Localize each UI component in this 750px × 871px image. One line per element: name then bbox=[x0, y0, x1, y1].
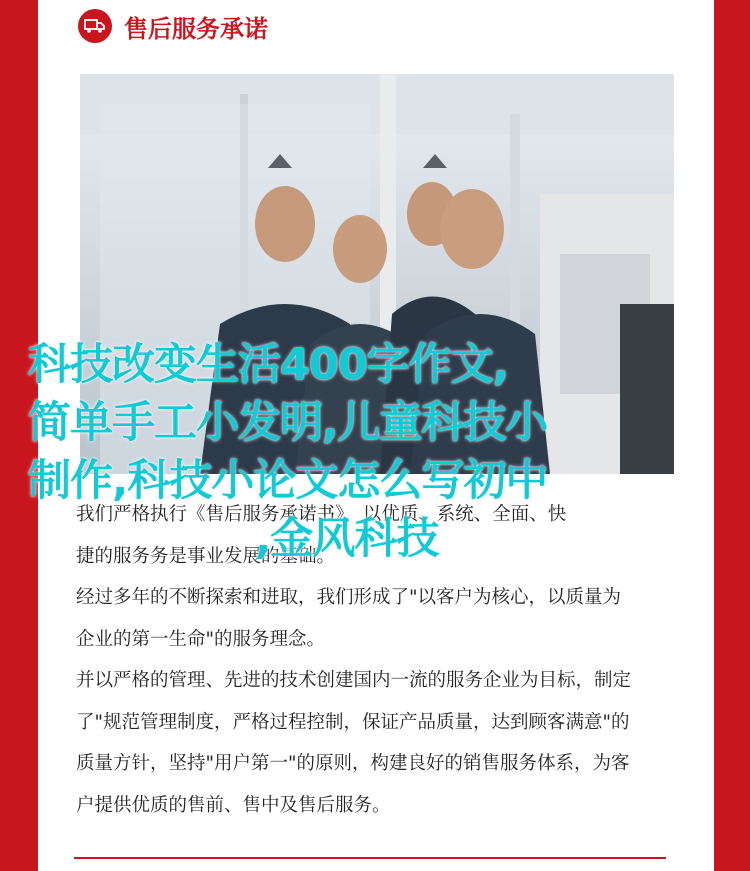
overlay-line-2: 简单手工小发明,儿童科技小 bbox=[28, 398, 548, 448]
body-line: 我们严格执行《售后服务承诺书》，以优质、系统、全面、快 bbox=[76, 504, 567, 525]
body-line: 了"规范管理制度，严格过程控制，保证产品质量，达到顾客满意"的 bbox=[76, 711, 630, 733]
section-header bbox=[78, 8, 268, 44]
section-title: 售后服务承诺 bbox=[124, 14, 268, 43]
overlay-line-3: 制作,科技小论文怎么写初中 bbox=[28, 456, 548, 506]
overlay-line-4: ,金风科技 bbox=[255, 514, 439, 564]
overlay-line-1: 科技改变生活400字作文, bbox=[28, 340, 509, 390]
body-line: 经过多年的不断探索和进取，我们形成了"以客户为核心，以质量为 bbox=[76, 587, 622, 608]
body-line: 质量方针，坚持"用户第一"的原则，构建良好的销售服务体系，为客 bbox=[76, 753, 630, 774]
body-line: 并以严格的管理、先进的技术创建国内一流的服务企业为目标，制定 bbox=[76, 670, 632, 691]
body-line: 企业的第一生命"的服务理念。 bbox=[76, 628, 326, 650]
overlay-headline bbox=[28, 336, 708, 568]
truck-icon bbox=[78, 9, 112, 43]
body-line: 户提供优质的售前、售中及售后服务。 bbox=[76, 794, 391, 816]
footer-divider bbox=[74, 857, 666, 859]
body-line: 捷的服务务是事业发展的基础。 bbox=[76, 545, 336, 567]
